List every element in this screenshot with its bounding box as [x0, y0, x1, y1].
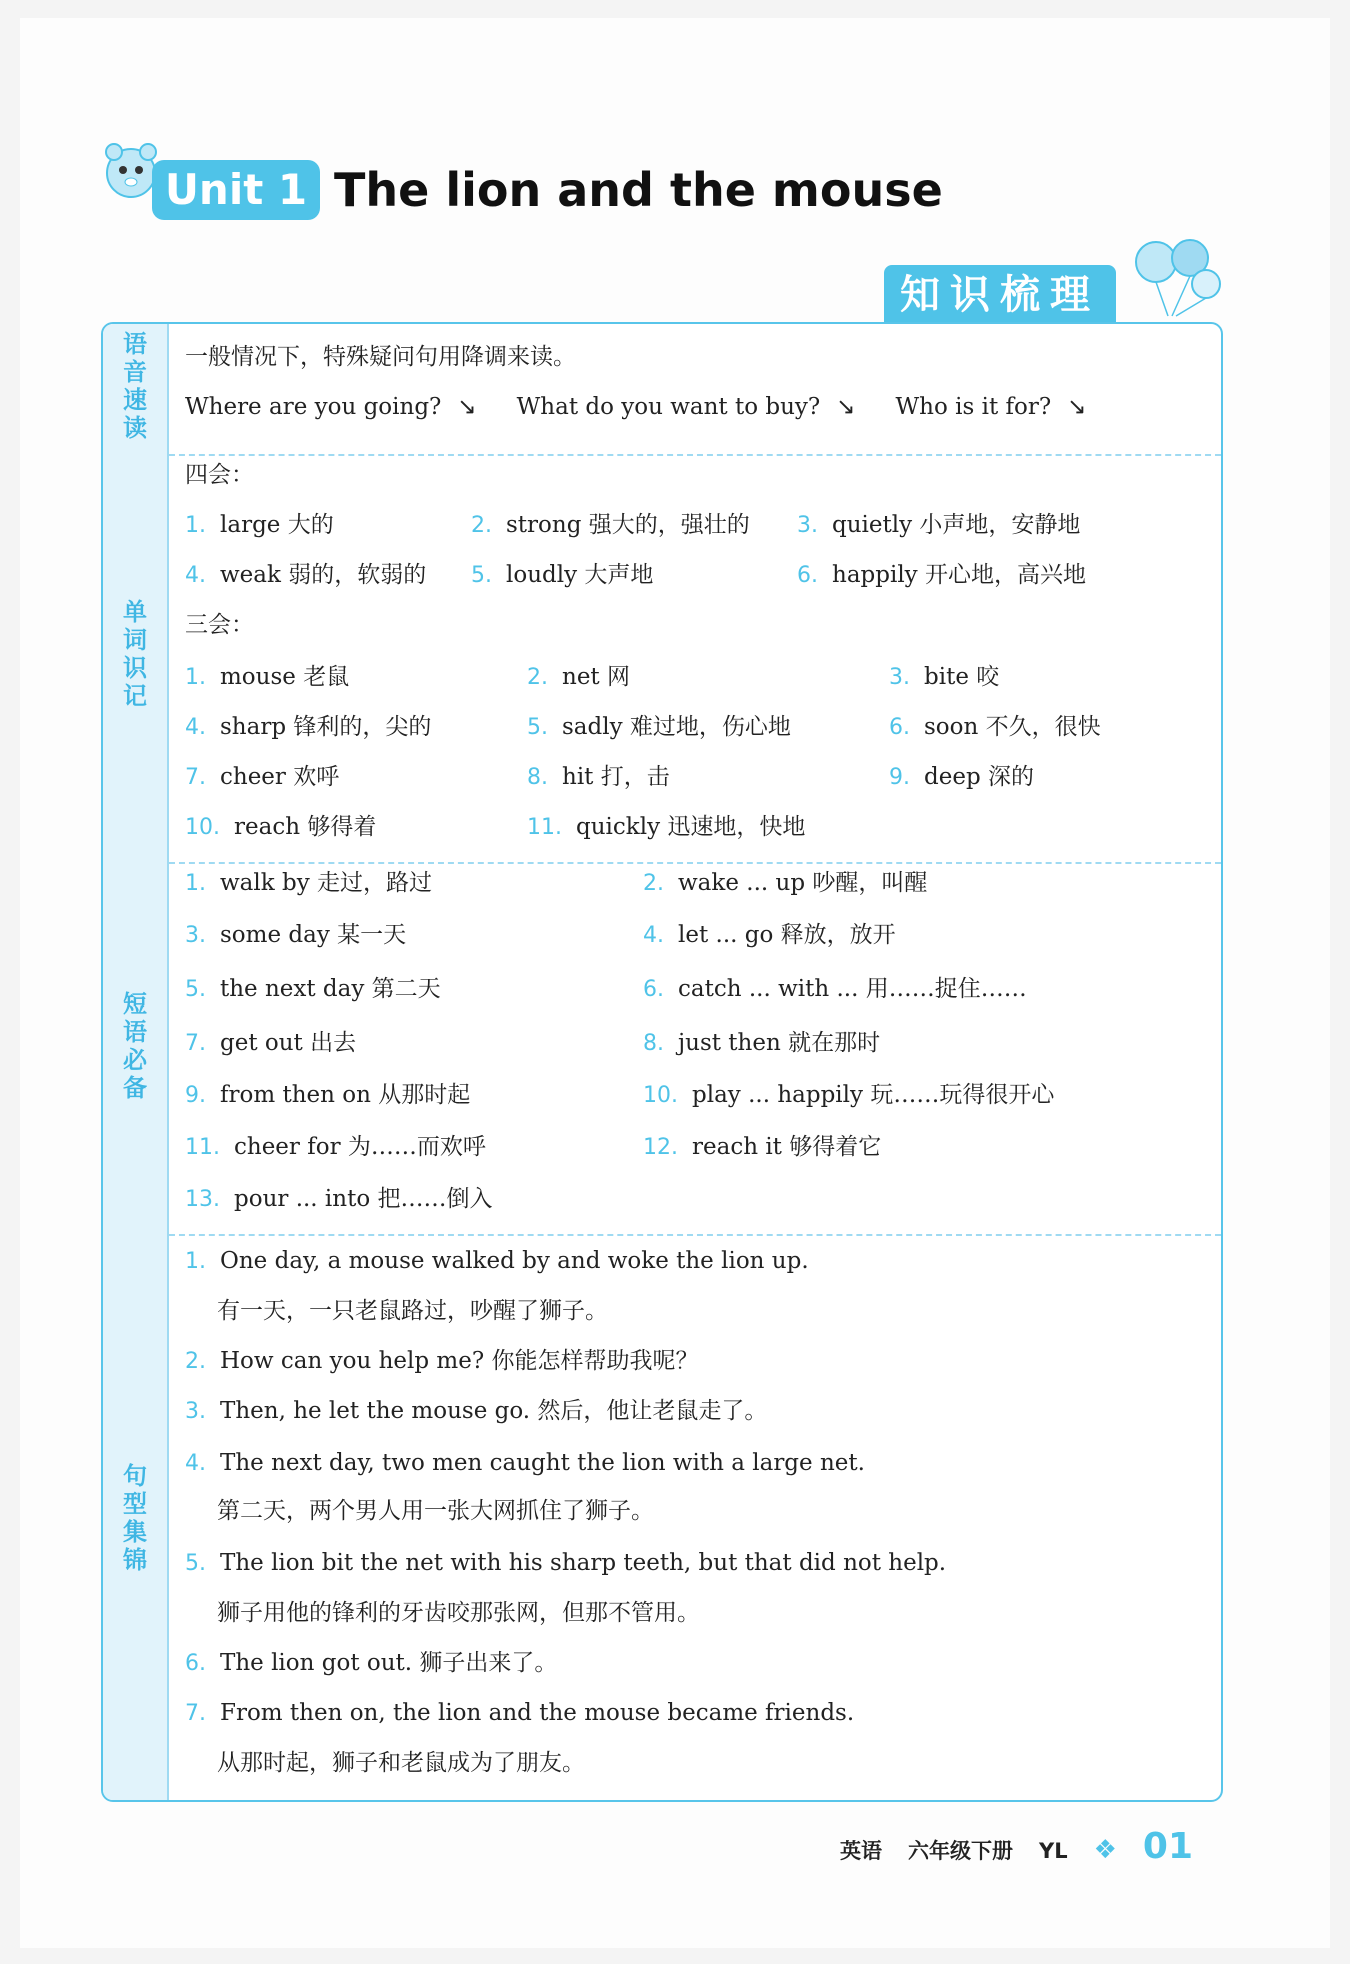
divider [169, 862, 1221, 864]
list-item: 8. just then 就在那时 [643, 1030, 881, 1056]
sentence-item: 6. The lion got out. 狮子出来了。 [185, 1650, 558, 1676]
sentence-item: 7. From then on, the lion and the mouse became friends. [185, 1700, 855, 1726]
list-item: 3. some day 某一天 [185, 922, 407, 948]
falling-arrow-icon: ↘ [1067, 394, 1087, 420]
footer-edition: YL [1039, 1839, 1068, 1863]
sentence-translation: 从那时起，狮子和老鼠成为了朋友。 [217, 1750, 585, 1776]
page-footer [840, 1824, 1193, 1870]
four-skills-label: 四会： [185, 462, 254, 488]
list-item: 10. play ... happily 玩……玩得很开心 [643, 1082, 1055, 1108]
list-item: 2. wake ... up 吵醒，叫醒 [643, 870, 928, 896]
footer-grade: 六年级下册 [908, 1839, 1013, 1863]
list-item: 8. hit 打，击 [527, 764, 670, 790]
list-item: 5. sadly 难过地，伤心地 [527, 714, 791, 740]
list-item: 10. reach 够得着 [185, 814, 377, 840]
list-item: 1. mouse 老鼠 [185, 664, 350, 690]
diamond-icon: ❖ [1093, 1835, 1117, 1865]
list-item: 4. let ... go 释放，放开 [643, 922, 896, 948]
list-item: 5. loudly 大声地 [471, 562, 654, 588]
sentence-item: 3. Then, he let the mouse go. 然后，他让老鼠走了。 [185, 1398, 768, 1424]
list-item: 7. get out 出去 [185, 1030, 357, 1056]
sentence-translation: 有一天，一只老鼠路过，吵醒了狮子。 [217, 1298, 608, 1324]
list-item: 2. net 网 [527, 664, 630, 690]
divider [169, 454, 1221, 456]
page-number: 01 [1142, 1826, 1194, 1867]
sentence-item: 5. The lion bit the net with his sharp teeth, but that did not help. [185, 1550, 947, 1576]
list-item: 11. cheer for 为……而欢呼 [185, 1134, 486, 1160]
list-item: 9. from then on 从那时起 [185, 1082, 471, 1108]
list-item: 6. catch ... with ... 用……捉住…… [643, 976, 1027, 1002]
list-item: 9. deep 深的 [889, 764, 1034, 790]
list-item: 3. quietly 小声地，安静地 [797, 512, 1081, 538]
falling-arrow-icon: ↘ [457, 394, 477, 420]
sidebar-label-phonics: 语 音 速 读 [123, 330, 147, 442]
list-item: 6. happily 开心地，高兴地 [797, 562, 1086, 588]
three-skills-label: 三会： [185, 612, 254, 638]
list-item: 1. large 大的 [185, 512, 334, 538]
footer-subject: 英语 [840, 1839, 882, 1863]
sidebar-label-phrases: 短 语 必 备 [123, 990, 147, 1102]
balloons-icon [1128, 232, 1224, 318]
sidebar-label-words: 单 词 识 记 [123, 598, 147, 710]
list-item: 13. pour ... into 把……倒入 [185, 1186, 493, 1212]
phonics-rule: 一般情况下，特殊疑问句用降调来读。 [185, 344, 576, 370]
list-item: 12. reach it 够得着它 [643, 1134, 882, 1160]
sentence-translation: 狮子用他的锋利的牙齿咬那张网，但那不管用。 [217, 1600, 700, 1626]
list-item: 11. quickly 迅速地，快地 [527, 814, 806, 840]
page-title: The lion and the mouse [334, 163, 943, 217]
list-item: 6. soon 不久，很快 [889, 714, 1101, 740]
sentence-item: 2. How can you help me? 你能怎样帮助我呢？ [185, 1348, 699, 1374]
list-item: 7. cheer 欢呼 [185, 764, 340, 790]
falling-arrow-icon: ↘ [836, 394, 856, 420]
list-item: 5. the next day 第二天 [185, 976, 441, 1002]
section-tag: 知识梳理 [884, 265, 1116, 325]
list-item: 4. sharp 锋利的，尖的 [185, 714, 432, 740]
list-item: 1. walk by 走过，路过 [185, 870, 433, 896]
list-item: 3. bite 咬 [889, 664, 1000, 690]
sentence-item: 1. One day, a mouse walked by and woke the lion up. [185, 1248, 809, 1274]
sentence-translation: 第二天，两个男人用一张大网抓住了狮子。 [217, 1498, 654, 1524]
divider [169, 1234, 1221, 1236]
sentence-item: 4. The next day, two men caught the lion with a large net. [185, 1450, 865, 1476]
list-item: 2. strong 强大的，强壮的 [471, 512, 750, 538]
unit-badge: Unit 1 [152, 160, 320, 220]
list-item: 4. weak 弱的，软弱的 [185, 562, 427, 588]
sidebar-label-sentences: 句 型 集 锦 [123, 1462, 147, 1574]
phonics-examples: Where are you going? ↘ What do you want to buy? ↘ Who is it for? ↘ [185, 394, 1087, 420]
knowledge-box [101, 322, 1223, 1802]
